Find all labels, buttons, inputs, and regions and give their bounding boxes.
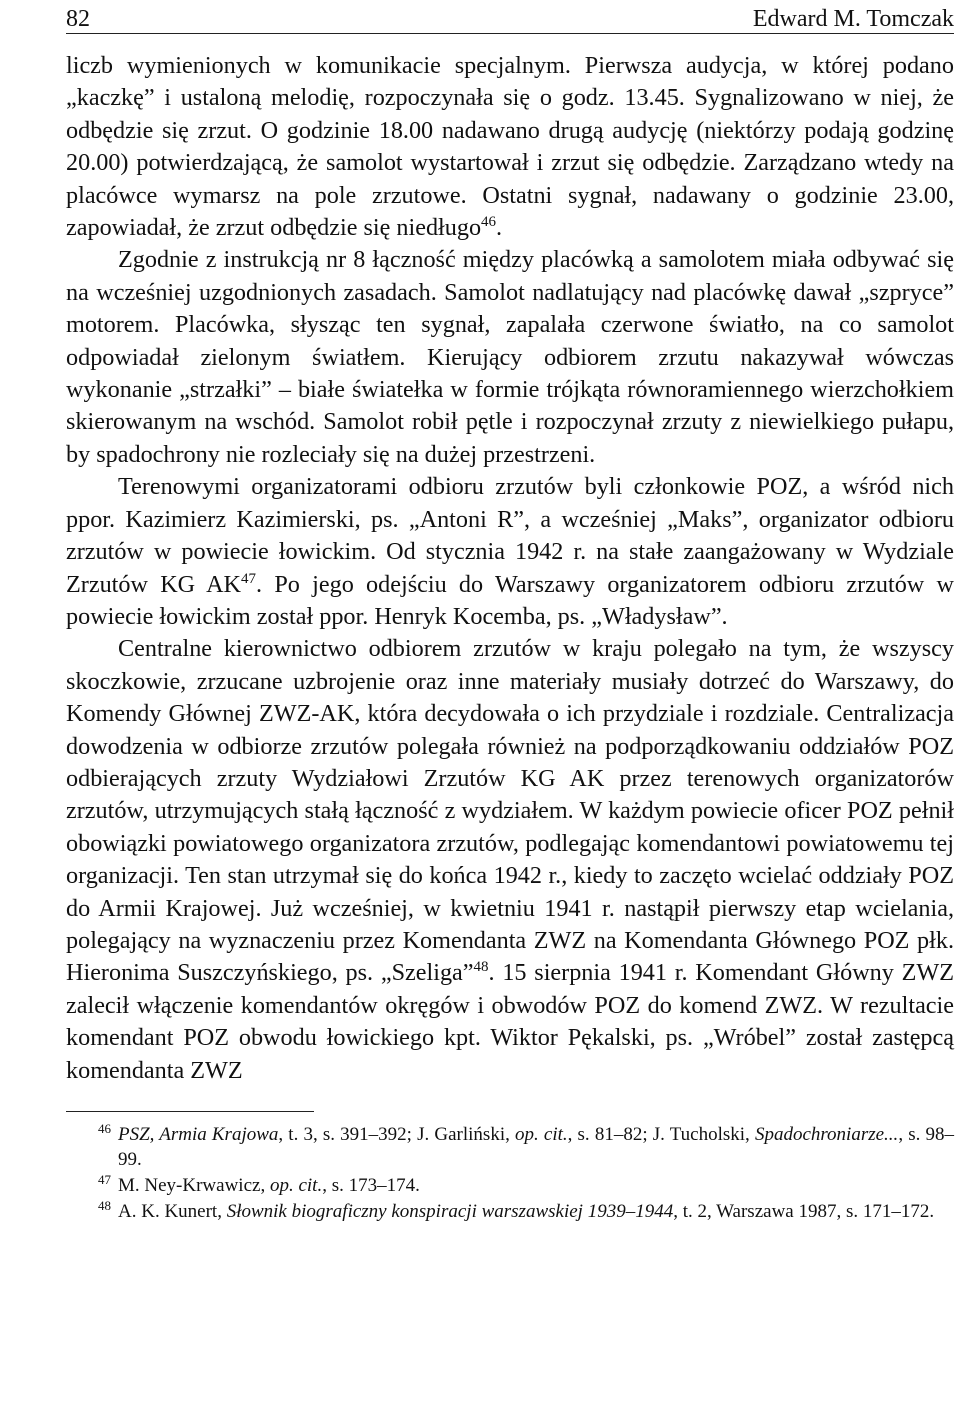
footnote-ref[interactable]: 46 [481,213,497,230]
running-header [66,0,954,38]
footnote-rule [66,1111,314,1112]
footnotes [66,1122,954,1224]
paragraph: Terenowymi organizatorami odbioru zrzutów byli członkowie POZ, a wśród nich ppor. Kazimierz Kazimierski, ps. „Antoni R”, a wcześniej „Maks”, organizator odbioru zrzutów w powiecie łowickim. Od stycznia 1942 r. na stałe zaangażowany w Wydziale Zrzutów KG AK$^{47}$. Po jego odejściu do Warszawy organizatorem odbioru zrzutów w powiecie łowickim został ppor. Henryk Kocemba, ps. „Władysław”. [66,473,954,630]
running-head-author: Edward M. Tomczak [752,6,954,32]
footnote: $^{47}$ M. Ney-Krwawicz, op. cit., s. 173–174. [98,1171,420,1196]
footnote-ref[interactable]: 48 [473,959,489,976]
footnote: $^{46}$ PSZ, Armia Krajowa, t. 3, s. 391–392; J. Garliński, op. cit., s. 81–82; J. Tucholski, Spadochroniarze..., s. 98–99. [98,1120,955,1170]
body-text [66,50,954,1087]
header-rule [66,33,954,34]
paragraph: Centralne kierownictwo odbiorem zrzutów w kraju polegało na tym, że wszyscy skoczkowie, zrzucane uzbrojenie oraz inne materiały musiały dotrzeć do Warszawy, do Komendy Głównej ZWZ-AK, która decydowała o ich przydziale i rozdziale. Centralizacja dowodzenia w odbiorze zrzutów polegała również na podporządkowaniu oddziałów POZ odbierających zrzuty Wydziałowi Zrzutów KG AK przez terenowych organizatorów zrzutów, utrzymujących stałą łączność z wydziałem. W każdym powiecie oficer POZ pełnił obowiązki powiatowego organizatora zrzutów, podlegając komendantowi powiatowemu tej organizacji. Ten stan utrzymał się do końca 1942 r., kiedy to zaczęto wcielać oddziały POZ do Armii Krajowej. Już wcześniej, w kwietniu 1941 r. nastąpił pierwszy etap wcielania, polegający na wyznaczeniu przez Komendanta ZWZ na Komendanta Głównego POZ płk. Hieronima Suszczyńskiego, ps. „Szeliga”$^{48}$. 15 sierpnia 1941 r. Komendant Główny ZWZ zalecił włączenie komendantów okręgów i obwodów POZ do komend ZWZ. W rezultacie komendant POZ obwodu łowickiego kpt. Wiktor Pękalski, ps. „Wróbel” został zastępcą komendanta ZWZ [66,635,955,1084]
paragraph: Zgodnie z instrukcją nr 8 łączność między placówką a samolotem miała odbywać się na wcześniej uzgodnionych zasadach. Samolot nadlatujący nad placówkę dawał „szpryce” motorem. Placówka, słysząc ten sygnał, zapalała czerwone światło, na co samolot odpowiadał zielonym światłem. Kierujący odbiorem zrzutu nakazywał wówczas wykonanie „strzałki” – białe światełka w formie trójkąta równoramiennego wierzchołkiem skierowanym na wschód. Samolot robił pętle i rozpoczynał zrzuty z niewielkiego pułapu, by spadochrony nie rozleciały się na dużej przestrzeni. [66,246,954,468]
paragraph: liczb wymienionych w komunikacie specjalnym. Pierwsza audycja, w której podano „kaczkę” i ustaloną melodię, rozpoczynała się o godz. 13.45. Sygnalizowano w niej, że odbędzie się zrzut. O godzinie 18.00 nadawano drugą audycję (niektórzy podają godzinę 20.00) potwierdzającą, że samolot wystartował i zrzut się odbędzie. Zarządzano wtedy na placówce wymarsz na pole zrzutowe. Ostatni sygnał, nadawany o godzinie 23.00, zapowiadał, że zrzut odbędzie się niedługo$^{46}$. [66,52,954,242]
footnote-ref[interactable]: 47 [241,570,257,587]
page-number: 82 [66,6,90,32]
footnote: $^{48}$ A. K. Kunert, Słownik biograficzny konspiracji warszawskiej 1939–1944, t. 2, Warszawa 1987, s. 171–172. [98,1197,935,1222]
page [66,0,954,1225]
